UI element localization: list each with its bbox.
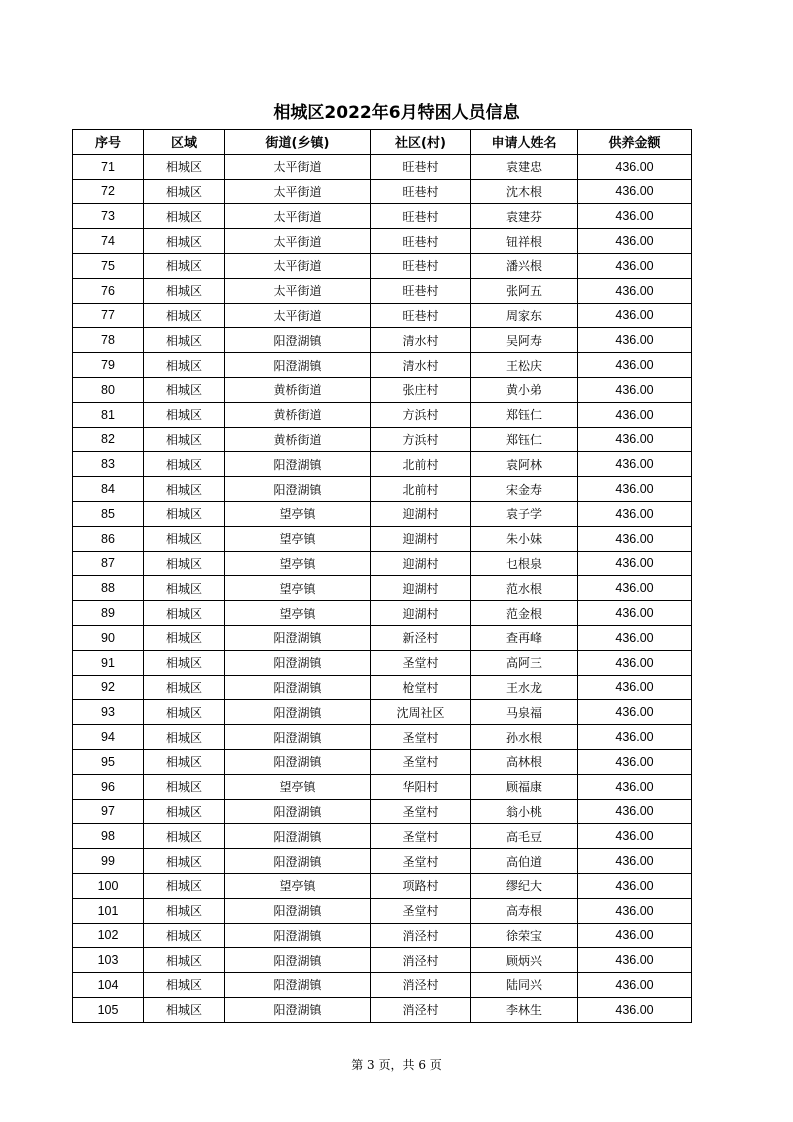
table-row [73, 278, 692, 303]
cell-street: 阳澄湖镇 [225, 824, 371, 849]
cell-support-amount: 436.00 [578, 824, 692, 849]
cell-community: 华阳村 [371, 774, 471, 799]
cell-index: 81 [73, 402, 144, 427]
cell-applicant-name: 马泉福 [471, 700, 578, 725]
cell-street: 阳澄湖镇 [225, 477, 371, 502]
cell-street: 阳澄湖镇 [225, 625, 371, 650]
cell-applicant-name: 顾福康 [471, 774, 578, 799]
cell-index: 95 [73, 749, 144, 774]
cell-applicant-name: 郑钰仁 [471, 402, 578, 427]
cell-applicant-name: 郑钰仁 [471, 427, 578, 452]
cell-district: 相城区 [144, 650, 225, 675]
cell-district: 相城区 [144, 576, 225, 601]
cell-index: 87 [73, 551, 144, 576]
cell-index: 93 [73, 700, 144, 725]
cell-index: 94 [73, 725, 144, 750]
cell-district: 相城区 [144, 849, 225, 874]
cell-district: 相城区 [144, 948, 225, 973]
cell-community: 消泾村 [371, 973, 471, 998]
cell-support-amount: 436.00 [578, 799, 692, 824]
table-row [73, 601, 692, 626]
table-row [73, 675, 692, 700]
header-district: 区域 [144, 130, 225, 155]
cell-applicant-name: 高寿根 [471, 898, 578, 923]
cell-applicant-name: 高阿三 [471, 650, 578, 675]
cell-support-amount: 436.00 [578, 229, 692, 254]
cell-support-amount: 436.00 [578, 774, 692, 799]
cell-applicant-name: 范金根 [471, 601, 578, 626]
cell-support-amount: 436.00 [578, 353, 692, 378]
cell-index: 101 [73, 898, 144, 923]
cell-index: 76 [73, 278, 144, 303]
cell-community: 旺巷村 [371, 278, 471, 303]
header-community: 社区(村) [371, 130, 471, 155]
cell-index: 89 [73, 601, 144, 626]
cell-applicant-name: 沈木根 [471, 179, 578, 204]
table-row [73, 873, 692, 898]
cell-community: 方浜村 [371, 427, 471, 452]
cell-support-amount: 436.00 [578, 873, 692, 898]
cell-street: 黄桥街道 [225, 377, 371, 402]
cell-street: 黄桥街道 [225, 402, 371, 427]
table-header [73, 130, 692, 155]
cell-index: 82 [73, 427, 144, 452]
cell-street: 阳澄湖镇 [225, 749, 371, 774]
cell-support-amount: 436.00 [578, 700, 692, 725]
table-row [73, 898, 692, 923]
cell-community: 旺巷村 [371, 303, 471, 328]
cell-district: 相城区 [144, 303, 225, 328]
cell-community: 方浜村 [371, 402, 471, 427]
table-row [73, 997, 692, 1022]
cell-index: 71 [73, 154, 144, 179]
table-row [73, 253, 692, 278]
cell-index: 103 [73, 948, 144, 973]
cell-index: 80 [73, 377, 144, 402]
cell-applicant-name: 袁子学 [471, 501, 578, 526]
cell-street: 望亭镇 [225, 526, 371, 551]
cell-community: 沈周社区 [371, 700, 471, 725]
cell-index: 98 [73, 824, 144, 849]
cell-district: 相城区 [144, 625, 225, 650]
cell-support-amount: 436.00 [578, 849, 692, 874]
cell-index: 73 [73, 204, 144, 229]
cell-support-amount: 436.00 [578, 725, 692, 750]
cell-support-amount: 436.00 [578, 427, 692, 452]
cell-street: 太平街道 [225, 204, 371, 229]
cell-district: 相城区 [144, 253, 225, 278]
cell-applicant-name: 高毛豆 [471, 824, 578, 849]
cell-support-amount: 436.00 [578, 154, 692, 179]
cell-street: 阳澄湖镇 [225, 452, 371, 477]
cell-applicant-name: 徐荣宝 [471, 923, 578, 948]
cell-support-amount: 436.00 [578, 253, 692, 278]
cell-district: 相城区 [144, 873, 225, 898]
cell-district: 相城区 [144, 179, 225, 204]
cell-district: 相城区 [144, 427, 225, 452]
cell-applicant-name: 查再峰 [471, 625, 578, 650]
cell-applicant-name: 黄小弟 [471, 377, 578, 402]
table-row [73, 452, 692, 477]
cell-district: 相城区 [144, 725, 225, 750]
table-row [73, 501, 692, 526]
cell-district: 相城区 [144, 377, 225, 402]
cell-community: 圣堂村 [371, 799, 471, 824]
cell-index: 102 [73, 923, 144, 948]
cell-support-amount: 436.00 [578, 948, 692, 973]
cell-street: 望亭镇 [225, 551, 371, 576]
cell-applicant-name: 吴阿寿 [471, 328, 578, 353]
table-body [73, 154, 692, 1022]
document-title: 相城区2022年6月特困人员信息 [273, 103, 520, 123]
cell-index: 90 [73, 625, 144, 650]
cell-support-amount: 436.00 [578, 923, 692, 948]
cell-support-amount: 436.00 [578, 278, 692, 303]
cell-index: 79 [73, 353, 144, 378]
cell-index: 99 [73, 849, 144, 874]
cell-district: 相城区 [144, 278, 225, 303]
cell-applicant-name: 李林生 [471, 997, 578, 1022]
cell-community: 北前村 [371, 452, 471, 477]
cell-street: 阳澄湖镇 [225, 997, 371, 1022]
cell-street: 望亭镇 [225, 774, 371, 799]
cell-applicant-name: 王松庆 [471, 353, 578, 378]
table-row [73, 973, 692, 998]
cell-applicant-name: 高伯道 [471, 849, 578, 874]
cell-applicant-name: 潘兴根 [471, 253, 578, 278]
cell-index: 104 [73, 973, 144, 998]
table-row [73, 303, 692, 328]
header-support-amount: 供养金额 [578, 130, 692, 155]
cell-street: 阳澄湖镇 [225, 923, 371, 948]
table-row [73, 377, 692, 402]
table-row [73, 749, 692, 774]
cell-index: 85 [73, 501, 144, 526]
cell-support-amount: 436.00 [578, 501, 692, 526]
cell-district: 相城区 [144, 229, 225, 254]
cell-district: 相城区 [144, 799, 225, 824]
cell-district: 相城区 [144, 204, 225, 229]
cell-district: 相城区 [144, 675, 225, 700]
cell-district: 相城区 [144, 601, 225, 626]
cell-street: 太平街道 [225, 303, 371, 328]
cell-index: 91 [73, 650, 144, 675]
cell-index: 72 [73, 179, 144, 204]
cell-district: 相城区 [144, 328, 225, 353]
cell-applicant-name: 宋金寿 [471, 477, 578, 502]
cell-community: 旺巷村 [371, 229, 471, 254]
cell-community: 圣堂村 [371, 725, 471, 750]
table-row [73, 526, 692, 551]
cell-index: 78 [73, 328, 144, 353]
cell-community: 圣堂村 [371, 749, 471, 774]
cell-applicant-name: 袁建忠 [471, 154, 578, 179]
cell-support-amount: 436.00 [578, 650, 692, 675]
cell-street: 黄桥街道 [225, 427, 371, 452]
cell-applicant-name: 朱小妹 [471, 526, 578, 551]
table-row [73, 328, 692, 353]
cell-street: 太平街道 [225, 229, 371, 254]
cell-community: 旺巷村 [371, 179, 471, 204]
cell-support-amount: 436.00 [578, 179, 692, 204]
table-row [73, 650, 692, 675]
cell-index: 100 [73, 873, 144, 898]
cell-applicant-name: 王水龙 [471, 675, 578, 700]
cell-support-amount: 436.00 [578, 576, 692, 601]
cell-applicant-name: 顾炳兴 [471, 948, 578, 973]
cell-community: 项路村 [371, 873, 471, 898]
cell-district: 相城区 [144, 477, 225, 502]
cell-community: 迎湖村 [371, 551, 471, 576]
cell-community: 消泾村 [371, 948, 471, 973]
cell-community: 圣堂村 [371, 898, 471, 923]
cell-index: 105 [73, 997, 144, 1022]
cell-district: 相城区 [144, 749, 225, 774]
cell-applicant-name: 袁阿林 [471, 452, 578, 477]
cell-support-amount: 436.00 [578, 526, 692, 551]
cell-applicant-name: 乜根泉 [471, 551, 578, 576]
cell-support-amount: 436.00 [578, 749, 692, 774]
header-street: 街道(乡镇) [225, 130, 371, 155]
cell-support-amount: 436.00 [578, 204, 692, 229]
table-row [73, 154, 692, 179]
table-row [73, 229, 692, 254]
cell-district: 相城区 [144, 923, 225, 948]
cell-street: 阳澄湖镇 [225, 700, 371, 725]
cell-street: 阳澄湖镇 [225, 799, 371, 824]
table-row [73, 700, 692, 725]
cell-street: 阳澄湖镇 [225, 675, 371, 700]
cell-street: 太平街道 [225, 179, 371, 204]
cell-district: 相城区 [144, 824, 225, 849]
cell-applicant-name: 高林根 [471, 749, 578, 774]
cell-community: 迎湖村 [371, 501, 471, 526]
cell-street: 阳澄湖镇 [225, 973, 371, 998]
table-row [73, 576, 692, 601]
cell-street: 阳澄湖镇 [225, 725, 371, 750]
cell-support-amount: 436.00 [578, 303, 692, 328]
cell-district: 相城区 [144, 353, 225, 378]
cell-community: 清水村 [371, 328, 471, 353]
cell-support-amount: 436.00 [578, 551, 692, 576]
cell-street: 阳澄湖镇 [225, 328, 371, 353]
table-row [73, 402, 692, 427]
cell-index: 92 [73, 675, 144, 700]
cell-district: 相城区 [144, 154, 225, 179]
cell-support-amount: 436.00 [578, 402, 692, 427]
cell-street: 阳澄湖镇 [225, 948, 371, 973]
cell-street: 阳澄湖镇 [225, 353, 371, 378]
cell-applicant-name: 陆同兴 [471, 973, 578, 998]
recipient-table [72, 129, 692, 1023]
header-index: 序号 [73, 130, 144, 155]
cell-street: 望亭镇 [225, 576, 371, 601]
cell-community: 迎湖村 [371, 576, 471, 601]
cell-street: 阳澄湖镇 [225, 898, 371, 923]
cell-community: 旺巷村 [371, 154, 471, 179]
cell-support-amount: 436.00 [578, 997, 692, 1022]
table-row [73, 625, 692, 650]
cell-community: 旺巷村 [371, 253, 471, 278]
cell-support-amount: 436.00 [578, 898, 692, 923]
cell-community: 圣堂村 [371, 849, 471, 874]
cell-street: 望亭镇 [225, 873, 371, 898]
cell-applicant-name: 缪纪大 [471, 873, 578, 898]
cell-applicant-name: 周家东 [471, 303, 578, 328]
cell-index: 74 [73, 229, 144, 254]
table-row [73, 204, 692, 229]
cell-applicant-name: 袁建芬 [471, 204, 578, 229]
cell-community: 圣堂村 [371, 824, 471, 849]
cell-street: 阳澄湖镇 [225, 849, 371, 874]
cell-district: 相城区 [144, 997, 225, 1022]
cell-district: 相城区 [144, 452, 225, 477]
cell-support-amount: 436.00 [578, 675, 692, 700]
table-row [73, 849, 692, 874]
table-row [73, 923, 692, 948]
cell-district: 相城区 [144, 973, 225, 998]
header-applicant-name: 申请人姓名 [471, 130, 578, 155]
cell-street: 望亭镇 [225, 501, 371, 526]
cell-index: 97 [73, 799, 144, 824]
cell-district: 相城区 [144, 501, 225, 526]
table-row [73, 477, 692, 502]
cell-support-amount: 436.00 [578, 477, 692, 502]
cell-index: 88 [73, 576, 144, 601]
header-row [73, 130, 692, 155]
cell-community: 消泾村 [371, 923, 471, 948]
cell-support-amount: 436.00 [578, 377, 692, 402]
cell-community: 清水村 [371, 353, 471, 378]
cell-applicant-name: 翁小桃 [471, 799, 578, 824]
cell-support-amount: 436.00 [578, 973, 692, 998]
cell-index: 86 [73, 526, 144, 551]
cell-district: 相城区 [144, 774, 225, 799]
cell-applicant-name: 孙水根 [471, 725, 578, 750]
cell-support-amount: 436.00 [578, 625, 692, 650]
cell-district: 相城区 [144, 551, 225, 576]
cell-index: 75 [73, 253, 144, 278]
cell-index: 77 [73, 303, 144, 328]
cell-applicant-name: 范水根 [471, 576, 578, 601]
cell-community: 迎湖村 [371, 601, 471, 626]
cell-street: 太平街道 [225, 154, 371, 179]
table-row [73, 774, 692, 799]
cell-community: 张庄村 [371, 377, 471, 402]
cell-community: 新泾村 [371, 625, 471, 650]
cell-index: 83 [73, 452, 144, 477]
cell-street: 望亭镇 [225, 601, 371, 626]
cell-street: 太平街道 [225, 253, 371, 278]
table-row [73, 948, 692, 973]
table-row [73, 824, 692, 849]
cell-applicant-name: 钮祥根 [471, 229, 578, 254]
table-row [73, 725, 692, 750]
cell-index: 96 [73, 774, 144, 799]
cell-support-amount: 436.00 [578, 601, 692, 626]
cell-community: 北前村 [371, 477, 471, 502]
cell-district: 相城区 [144, 898, 225, 923]
cell-street: 阳澄湖镇 [225, 650, 371, 675]
cell-applicant-name: 张阿五 [471, 278, 578, 303]
cell-community: 迎湖村 [371, 526, 471, 551]
table-row [73, 427, 692, 452]
cell-index: 84 [73, 477, 144, 502]
cell-community: 圣堂村 [371, 650, 471, 675]
page-number-footer: 第 3 页，共 6 页 [351, 1058, 442, 1072]
cell-community: 枪堂村 [371, 675, 471, 700]
cell-district: 相城区 [144, 402, 225, 427]
cell-district: 相城区 [144, 526, 225, 551]
cell-district: 相城区 [144, 700, 225, 725]
cell-support-amount: 436.00 [578, 452, 692, 477]
table-row [73, 799, 692, 824]
table-row [73, 179, 692, 204]
cell-street: 太平街道 [225, 278, 371, 303]
cell-community: 消泾村 [371, 997, 471, 1022]
table-row [73, 551, 692, 576]
table-row [73, 353, 692, 378]
cell-support-amount: 436.00 [578, 328, 692, 353]
cell-community: 旺巷村 [371, 204, 471, 229]
